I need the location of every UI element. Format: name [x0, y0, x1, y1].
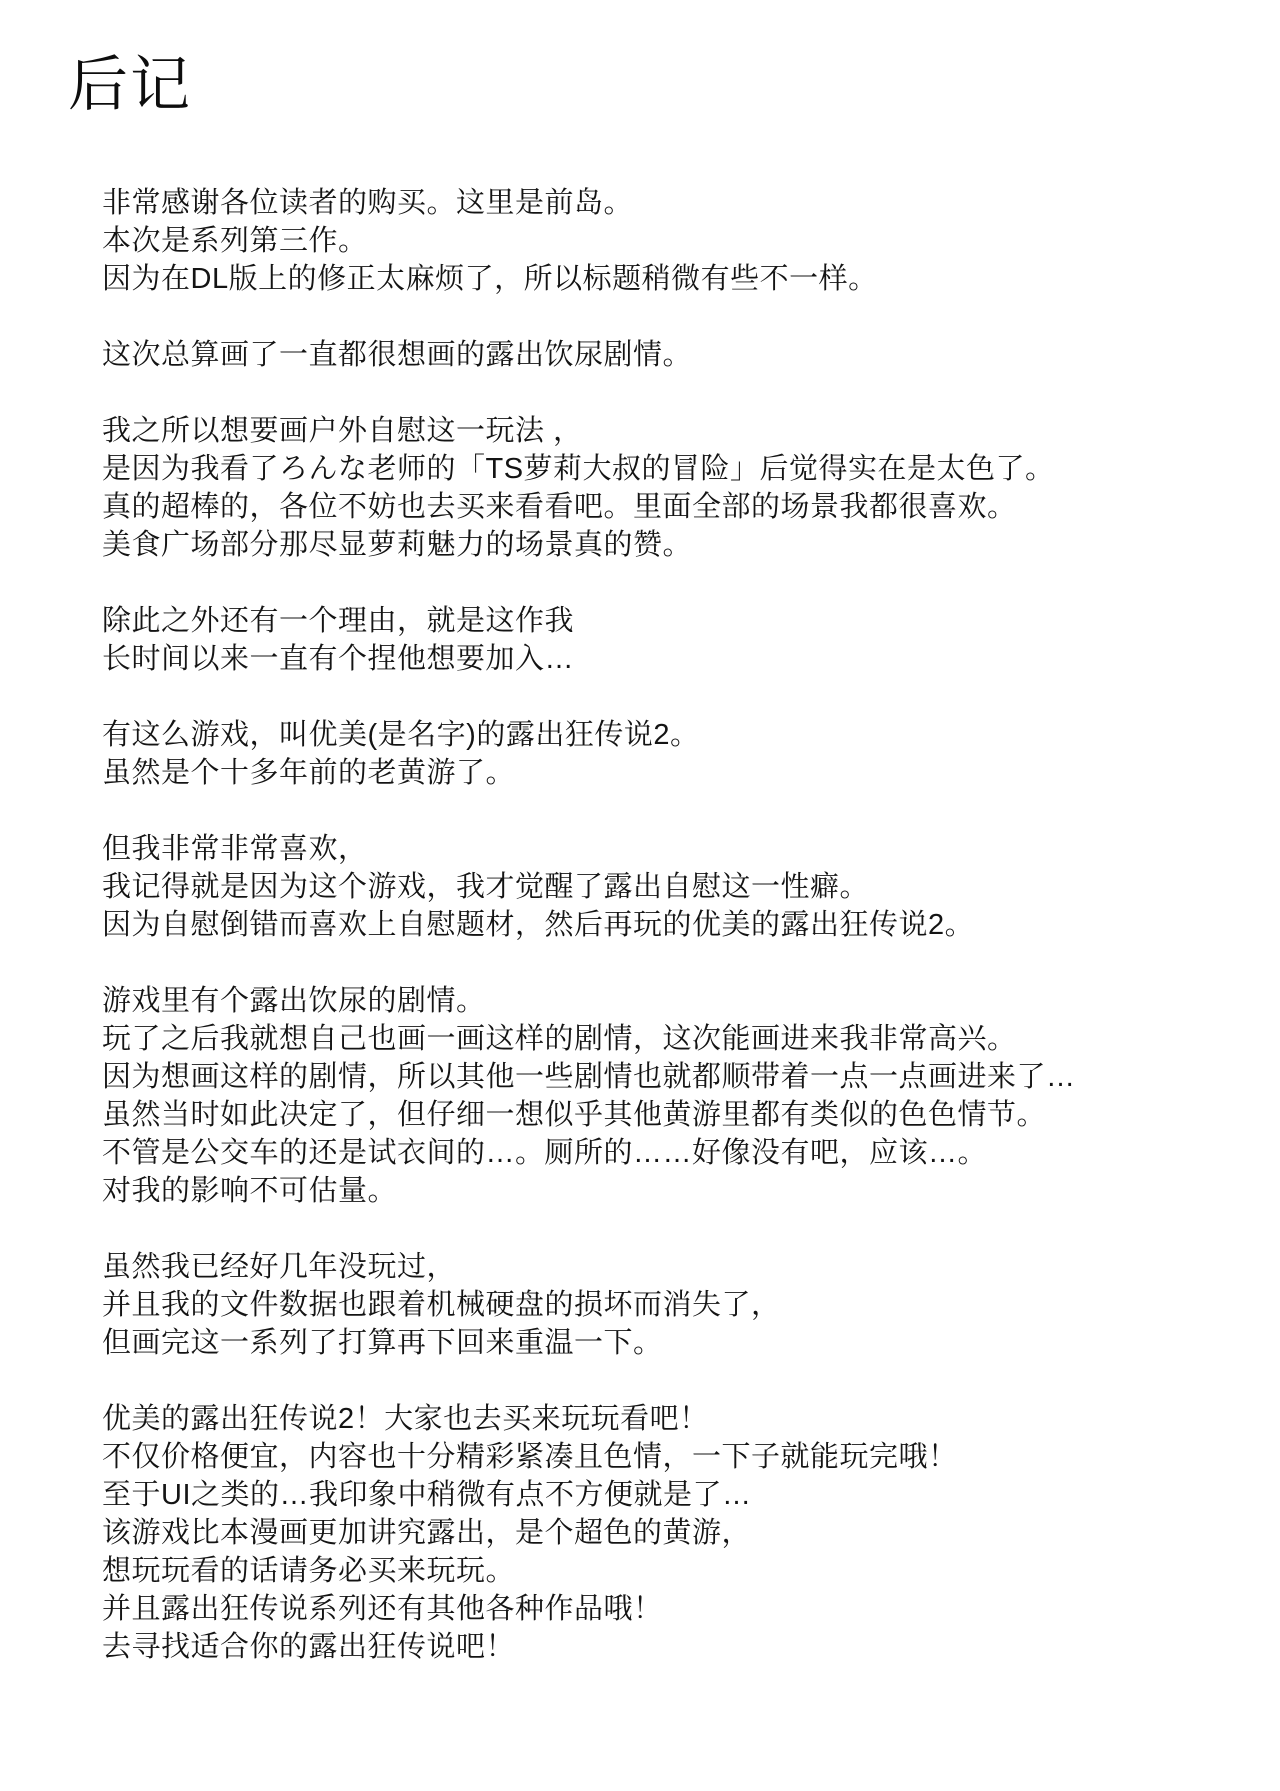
text-line: 因为自慰倒错而喜欢上自慰题材，然后再玩的优美的露出狂传说2。 — [102, 909, 975, 941]
text-line: 优美的露出狂传说2！大家也去买来玩玩看吧！ — [102, 1403, 709, 1435]
text-line: 本次是系列第三作。 — [102, 225, 368, 257]
text-line: 是因为我看了ろんな老师的「TS萝莉大叔的冒险」后觉得实在是太色了。 — [102, 453, 1055, 485]
paragraph — [102, 830, 1220, 944]
text-line: 玩了之后我就想自己也画一画这样的剧情，这次能画进来我非常高兴。 — [102, 1023, 1017, 1055]
text-line: 我记得就是因为这个游戏，我才觉醒了露出自慰这一性癖。 — [102, 871, 870, 903]
paragraph — [102, 336, 1220, 374]
text-line: 并且我的文件数据也跟着机械硬盘的损坏而消失了， — [102, 1289, 781, 1321]
paragraph — [102, 1248, 1220, 1362]
afterword-body — [102, 184, 1220, 1666]
text-line: 至于UI之类的…我印象中稍微有点不方便就是了… — [102, 1479, 752, 1511]
text-line: 游戏里有个露出饮尿的剧情。 — [102, 985, 486, 1017]
text-line: 但我非常非常喜欢， — [102, 833, 368, 865]
text-line: 虽然是个十多年前的老黄游了。 — [102, 757, 516, 789]
text-line: 有这么游戏，叫优美(是名字)的露出狂传说2。 — [102, 719, 700, 751]
text-line: 因为想画这样的剧情，所以其他一些剧情也就都顺带着一点一点画进来了… — [102, 1061, 1076, 1093]
text-line: 长时间以来一直有个捏他想要加入… — [102, 643, 575, 675]
text-line: 美食广场部分那尽显萝莉魅力的场景真的赞。 — [102, 529, 693, 561]
text-line: 真的超棒的，各位不妨也去买来看看吧。里面全部的场景我都很喜欢。 — [102, 491, 1017, 523]
text-line: 除此之外还有一个理由，就是这作我 — [102, 605, 575, 637]
text-line: 但画完这一系列了打算再下回来重温一下。 — [102, 1327, 663, 1359]
text-line: 非常感谢各位读者的购买。这里是前岛。 — [102, 187, 634, 219]
text-line: 对我的影响不可估量。 — [102, 1175, 398, 1207]
text-line: 该游戏比本漫画更加讲究露出，是个超色的黄游， — [102, 1517, 752, 1549]
paragraph — [102, 602, 1220, 678]
text-line: 虽然当时如此决定了，但仔细一想似乎其他黄游里都有类似的色色情节。 — [102, 1099, 1047, 1131]
text-line: 不仅价格便宜，内容也十分精彩紧凑且色情，一下子就能玩完哦！ — [102, 1441, 958, 1473]
paragraph — [102, 716, 1220, 792]
text-line: 想玩玩看的话请务必买来玩玩。 — [102, 1555, 516, 1587]
text-line: 我之所以想要画户外自慰这一玩法 ， — [102, 415, 583, 447]
paragraph — [102, 982, 1220, 1210]
text-line: 去寻找适合你的露出狂传说吧！ — [102, 1631, 516, 1663]
page-title: 后记 — [68, 51, 192, 118]
text-line: 因为在DL版上的修正太麻烦了，所以标题稍微有些不一样。 — [102, 263, 878, 295]
text-line: 虽然我已经好几年没玩过， — [102, 1251, 457, 1283]
text-line: 不管是公交车的还是试衣间的…。厕所的……好像没有吧，应该…。 — [102, 1137, 988, 1169]
paragraph — [102, 1400, 1220, 1666]
text-line: 并且露出狂传说系列还有其他各种作品哦！ — [102, 1593, 663, 1625]
paragraph — [102, 412, 1220, 564]
text-line: 这次总算画了一直都很想画的露出饮尿剧情。 — [102, 339, 693, 371]
paragraph — [102, 184, 1220, 298]
